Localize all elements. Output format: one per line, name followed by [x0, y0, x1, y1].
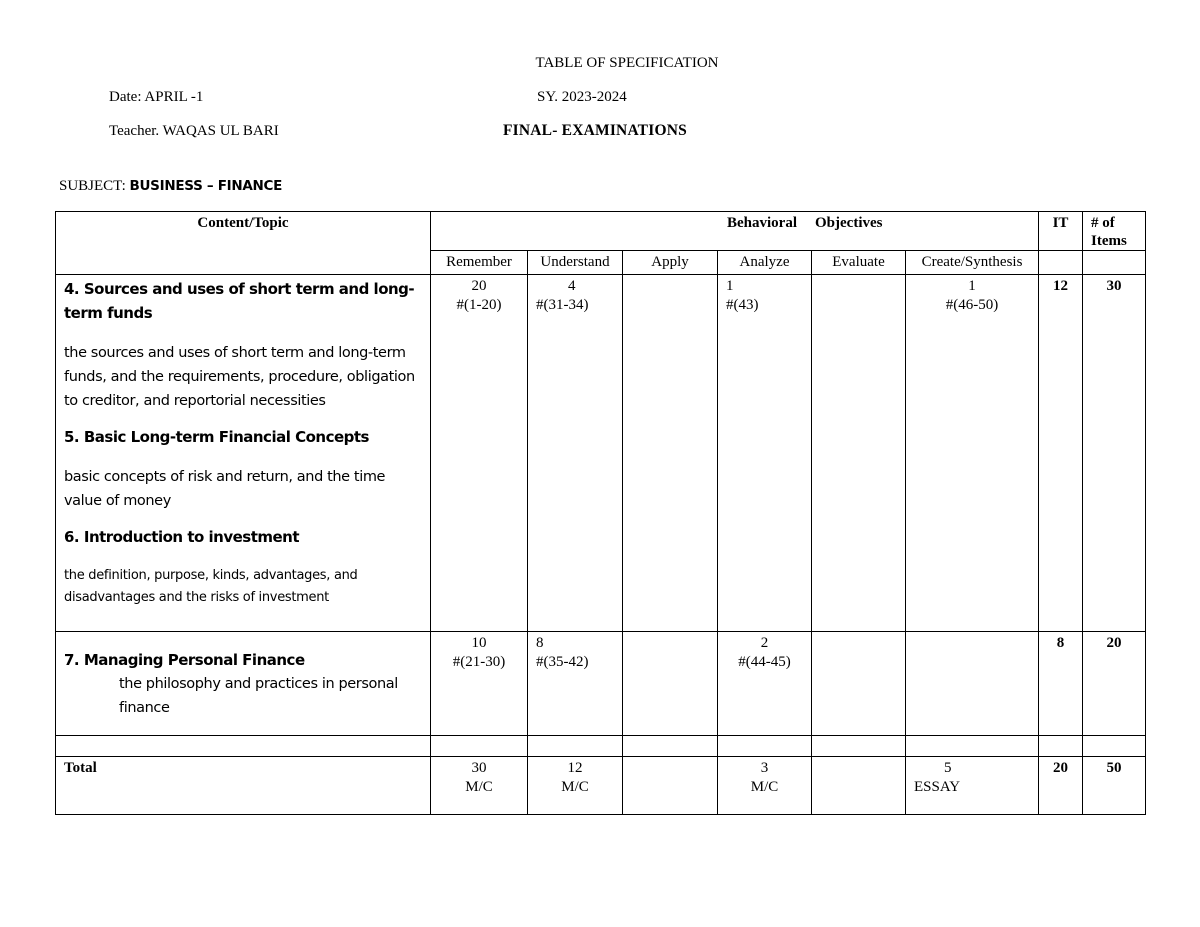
level-analyze: Analyze — [718, 251, 812, 275]
level-remember: Remember — [431, 251, 528, 275]
objectives-word: Objectives — [815, 215, 883, 231]
topic-6-description — [64, 565, 422, 609]
row1-understand-items: #(31-34) — [536, 297, 589, 313]
level-evaluate: Evaluate — [812, 251, 906, 275]
row2-analyze-items: #(44-45) — [738, 654, 791, 670]
table-row-empty — [56, 736, 1146, 757]
total-analyze — [718, 757, 812, 815]
level-understand: Understand — [528, 251, 623, 275]
row2-analyze-count: 2 — [760, 635, 769, 651]
document-title: TABLE OF SPECIFICATION — [535, 55, 719, 71]
row2-understand — [528, 632, 623, 736]
row2-understand-items: #(35-42) — [536, 654, 589, 670]
row1-items: 30 — [1083, 275, 1146, 632]
row1-analyze — [718, 275, 812, 632]
row2-items: 20 — [1083, 632, 1146, 736]
total-it: 20 — [1039, 757, 1083, 815]
total-create — [906, 757, 1039, 815]
header-behavioral-objectives — [431, 212, 1039, 251]
row2-evaluate — [812, 632, 906, 736]
row2-create — [906, 632, 1039, 736]
row1-analyze-count: 1 — [726, 278, 734, 294]
content-cell-topics-4-6 — [56, 275, 431, 632]
exam-title: FINAL- EXAMINATIONS — [503, 122, 687, 139]
total-evaluate — [812, 757, 906, 815]
total-understand-count: 12 — [567, 760, 583, 776]
row1-understand — [528, 275, 623, 632]
total-remember-count: 30 — [471, 760, 487, 776]
total-remember-type: M/C — [465, 779, 493, 795]
header-content-topic: Content/Topic — [56, 212, 431, 275]
total-label: Total — [56, 757, 431, 815]
row1-it: 12 — [1039, 275, 1083, 632]
level-create-synthesis: Create/Synthesis — [906, 251, 1039, 275]
table-header-row — [56, 212, 1146, 251]
topic-6-description-line-1: the definition, purpose, kinds, advantages, and — [64, 568, 358, 583]
table-total-row — [56, 757, 1146, 815]
topic-7-description: the philosophy and practices in personal finance — [119, 676, 398, 716]
topic-5-title: 5. Basic Long-term Financial Concepts — [64, 428, 369, 446]
row1-create-items: #(46-50) — [945, 297, 999, 313]
level-apply: Apply — [623, 251, 718, 275]
level-it-empty — [1039, 251, 1083, 275]
total-analyze-type: M/C — [750, 779, 779, 795]
table-row — [56, 275, 1146, 632]
teacher-line: Teacher. WAQAS UL BARI — [109, 123, 279, 139]
behavioral-word: Behavioral — [727, 215, 797, 231]
topic-4-description: the sources and uses of short term and long-term funds, and the requirements, procedure, obligation to creditor, and reportorial necessities — [64, 345, 415, 409]
row2-understand-count: 8 — [536, 635, 544, 651]
row1-create-count: 1 — [968, 278, 976, 294]
row1-understand-count: 4 — [568, 278, 576, 294]
topic-4-title: 4. Sources and uses of short term and long-term funds — [64, 280, 415, 322]
table-row — [56, 632, 1146, 736]
row1-evaluate — [812, 275, 906, 632]
row1-create — [906, 275, 1039, 632]
row1-remember — [431, 275, 528, 632]
topic-6-description-line-2: disadvantages and the risks of investment — [64, 590, 329, 605]
school-year: SY. 2023-2024 — [537, 89, 627, 105]
specification-table — [55, 211, 1146, 815]
subject-line — [59, 178, 282, 195]
topic-7-title: 7. Managing Personal Finance — [64, 651, 305, 669]
row1-remember-count: 20 — [471, 278, 487, 294]
row2-apply — [623, 632, 718, 736]
topic-5-description: basic concepts of risk and return, and the time value of money — [64, 469, 386, 509]
header-it: IT — [1039, 212, 1083, 251]
subject-value: BUSINESS – FINANCE — [129, 178, 283, 194]
row2-remember-items: #(21-30) — [452, 654, 506, 670]
total-understand — [528, 757, 623, 815]
topic-6-title: 6. Introduction to investment — [64, 528, 300, 546]
row2-analyze — [718, 632, 812, 736]
content-cell-topic-7 — [56, 632, 431, 736]
total-create-type: ESSAY — [914, 779, 961, 795]
date-line: Date: APRIL -1 — [109, 89, 204, 105]
total-apply — [623, 757, 718, 815]
row1-analyze-items: #(43) — [726, 297, 759, 313]
subject-label: SUBJECT: — [59, 178, 126, 194]
header-num-items: # of Items — [1083, 212, 1146, 251]
total-items: 50 — [1083, 757, 1146, 815]
total-remember — [431, 757, 528, 815]
row1-apply — [623, 275, 718, 632]
row2-it: 8 — [1039, 632, 1083, 736]
row2-remember-count: 10 — [471, 635, 487, 651]
total-create-count: 5 — [944, 760, 952, 776]
row1-remember-items: #(1-20) — [456, 297, 502, 313]
level-items-empty — [1083, 251, 1146, 275]
row2-remember — [431, 632, 528, 736]
total-analyze-count: 3 — [760, 760, 769, 776]
total-understand-type: M/C — [561, 779, 589, 795]
